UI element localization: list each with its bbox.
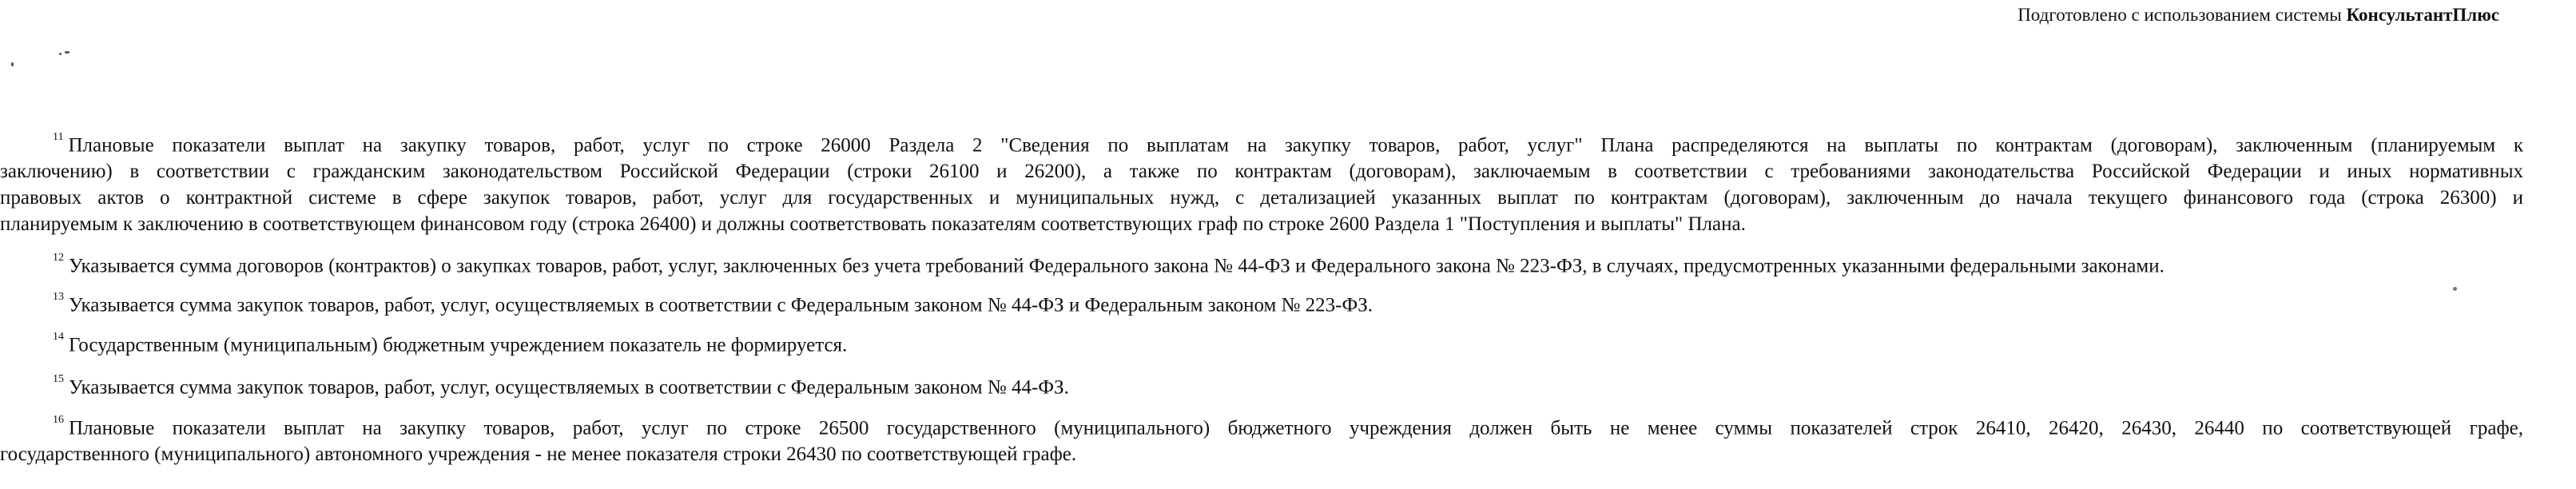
footnote-number: 16: [53, 413, 64, 426]
footnote-text: Указывается сумма закупок товаров, работ, услуг, осуществляемых в соответствии с Федеральным законом № 44-ФЗ и Федеральным законом № 223-ФЗ.: [69, 293, 1373, 316]
footnote-text: Государственным (муниципальным) бюджетным учреждением показатель не формируется.: [69, 334, 848, 356]
footnote-16-line-2: государственного (муниципального) автономного учреждения - не менее показателя строки 26430 по соответствующей графе.: [0, 443, 1077, 465]
footnote-12: [0, 248, 2576, 279]
footnote-text: Указывается сумма договоров (контрактов) о закупках товаров, работ, услуг, заключенных без учета требований Федерального закона № 44-ФЗ и Федерального закона № 223-ФЗ, в случаях, предусмотренных указанными федеральными законами.: [69, 255, 2165, 277]
scan-artifact: [11, 50, 83, 74]
footnote-number: 12: [53, 252, 64, 264]
scan-dot: [2453, 287, 2457, 291]
footnote-number: 13: [53, 290, 64, 303]
footnote-11-line-1: [0, 128, 2523, 158]
footnote-text: Плановые показатели выплат на закупку товаров, работ, услуг по строке 26500 государственного (муниципального) бюджетного учреждения должен быть не менее суммы показателей строк 26410, 26420, 26430, 26440 по соответствующей графе,: [69, 416, 2523, 439]
footnote-number: 11: [53, 131, 64, 143]
header-prefix: Подготовлено с использованием системы: [2017, 5, 2347, 25]
footnote-14: [0, 328, 2576, 358]
footnotes: [0, 128, 2576, 467]
footnote-13: [0, 288, 2576, 318]
footnote-11-line-3: правовых актов о контрактной системе в сфере закупок товаров, работ, услуг для государственных и муниципальных нужд, с детализацией указанных выплат по контрактам (договорам), заключенным до начала текущего финансового года (строка 26300) и: [0, 187, 2523, 209]
footnote-11-line-4: планируемым к заключению в соответствующем финансовом году (строка 26400) и должны соответствовать показателям соответствующих граф по строке 2600 Раздела 1 "Поступления и выплаты" Плана.: [0, 213, 1746, 236]
footnote-11: [0, 128, 2576, 237]
footnote-text: Указывается сумма закупок товаров, работ, услуг, осуществляемых в соответствии с Федеральным законом № 44-ФЗ.: [69, 376, 1069, 399]
footnote-text: Плановые показатели выплат на закупку товаров, работ, услуг по строке 26000 Раздела 2 "Сведения по выплатам на закупку товаров, работ, услуг" Плана распределяются на выплаты по контрактам (договорам), заключенным (планируемым к: [68, 134, 2523, 157]
footnote-11-line-2: заключению) в соответствии с гражданским законодательством Российской Федерации (строки 26100 и 26200), а также по контрактам (договорам), заключаемым в соответствии с требованиями законодательства Российской Федерации и иных нормативных: [0, 161, 2523, 183]
footnote-15: [0, 370, 2576, 400]
footnote-number: 15: [53, 373, 64, 386]
footnote-16-line-1: [0, 411, 2523, 441]
page-header: [2017, 4, 2499, 26]
footnote-number: 14: [53, 330, 64, 343]
footnote-16: [0, 411, 2576, 467]
header-brand: КонсультантПлюс: [2346, 5, 2499, 25]
